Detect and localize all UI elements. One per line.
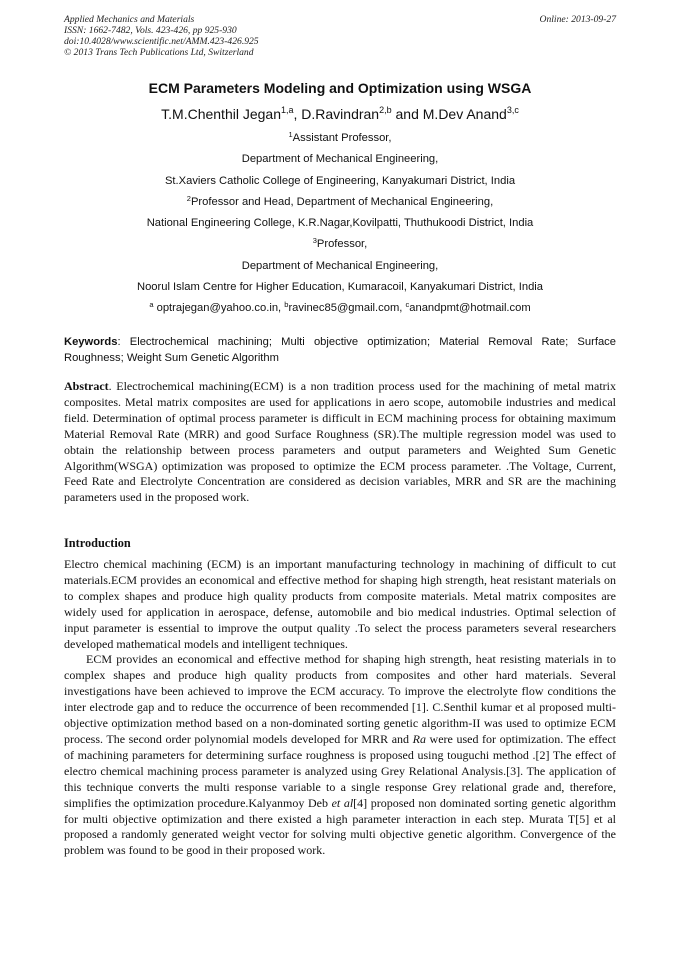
introduction-paragraph: Electro chemical machining (ECM) is an important manufacturing technology in machining of difficult to cut materials.ECM provides an economical and effective method for shaping high strength, heat resistant materials on to complex shapes and produce high quality products from composite materials. Metal matrix composites are widely used for application in aerospace, defense, automobile and bio medical industries. Optimal selection of input parameter is essential to improve the output quality .To select the process parameters several researchers developed mathematical models and intelligent techniques. [64,557,616,651]
abstract-block [64,379,616,506]
author-3-marker: 3,c [506,105,519,115]
issn-line: ISSN: 1662-7482, Vols. 423-426, pp 925-930 [64,25,237,36]
affiliation-line: Department of Mechanical Engineering, [241,259,439,272]
email-marker: c [405,300,410,310]
copyright-line: © 2013 Trans Tech Publications Ltd, Switzerland [64,47,254,58]
doi-line: doi:10.4028/www.scientific.net/AMM.423-426.925 [64,36,259,47]
abstract-text: . Electrochemical machining(ECM) is a non tradition process used for the machining of metal matrix composites. Metal matrix composites are used for applications in aero scope, automobile industries and medical field. Determination of optimal process parameter is difficult in ECM machining process for obtaining maximum Material Removal Rate (MRR) and good Surface Roughness (SR).The multiple regression model was used to obtain the relationship between process parameters and output parameters and Weighted Sum Genetic Algorithm(WSGA) optimization was proposed to optimize the ECM process parameter. .The Voltage, Current, Feed Rate and Electrolyte Concentration are considered as decision variables, MRR and SR are the machining parameters used in the proposed work. [64,379,616,505]
affiliation-line: Noorul Islam Centre for Higher Education, Kumaracoil, Kanyakumari District, India [136,281,544,294]
email-address: optrajegan@yahoo.co.in, [153,302,285,315]
section-heading-introduction: Introduction [64,536,131,550]
journal-name: Applied Mechanics and Materials [64,14,195,25]
email-address: anandpmt@hotmail.com [409,302,531,315]
online-date: Online: 2013-09-27 [539,14,616,25]
email-line [64,298,616,319]
paper-title: ECM Parameters Modeling and Optimization using WSGA [148,80,532,96]
journal-header [64,14,616,58]
introduction-body [64,557,616,859]
author-list [64,103,616,125]
author-2: D.Ravindran [301,106,380,122]
keywords-text: : Electrochemical machining; Multi objective optimization; Material Removal Rate; Surface Roughness; Weight Sum Genetic Algorithm [64,336,616,364]
affiliation-line: $^3$Professor, [312,236,368,251]
affiliation-line: St.Xaviers Catholic College of Engineering, Kanyakumari District, India [164,174,516,187]
affiliation-line: Department of Mechanical Engineering, [241,153,439,166]
email-address: ravinec85@gmail.com, [288,302,406,315]
keywords-label: Keywords [64,336,118,348]
affiliations [64,128,616,320]
author-1-marker: 1,a [280,105,294,115]
affiliation-line: National Engineering College, K.R.Nagar,Kovilpatti, Thuthukoodi District, India [146,217,534,230]
affiliation-marker: 1 [288,130,293,139]
author-3: M.Dev Anand [422,106,507,122]
author-2-marker: 2,b [379,105,392,115]
email-marker: b [284,300,289,310]
affiliation-line: $^2$Professor and Head, Department of Mechanical Engineering, [186,193,494,208]
introduction-paragraph: ECM provides an economical and effective method for shaping high strength, heat resisting materials in to complex shapes and produce high quality products from composites and other hard materials. Several investigations have been achieved to improve the ECM accuracy. To improve the electrolyte flow conditions the inter electrode gap and to reduce the occurrence of been recommended [1]. C.Senthil kumar et al proposed multi-objective optimization method based on a non-dominated sorting genetic algorithm-II was used to optimize ECM process. The second order polynomial models developed for MRR and Ra were used for optimization. The effect of machining parameters for determining surface roughness is proposed using touguchi method .[2] The effect of electro chemical machining process parameter is analyzed using Grey Relational Analysis.[3]. The application of this technique converts the multi response variable to a single response Grey relational grade and, therefore, simplifies the optimization procedure.Kalyanmoy Deb et al[4] proposed non dominated sorting genetic algorithm for multi objective optimization and there existed a high parameter interaction in each step. Murata T[5] et al proposed a randomly generated weight vector for solving multi objective genetic algorithm. Convergence of the problem was found to be good in their proposed work. [64,652,616,858]
email-marker: a [149,300,154,310]
italic-term: et al [331,795,354,810]
abstract-label: Abstract [64,379,109,393]
author-separator: and [391,106,423,122]
author-separator: , [293,106,302,122]
keywords-block [64,335,616,366]
affiliation-marker: 3 [312,236,317,246]
author-1: T.M.Chenthil Jegan [161,106,281,122]
affiliation-line: $^1$Assistant Professor, [288,130,392,144]
affiliation-marker: 2 [186,193,191,203]
italic-term: Ra [412,731,426,746]
